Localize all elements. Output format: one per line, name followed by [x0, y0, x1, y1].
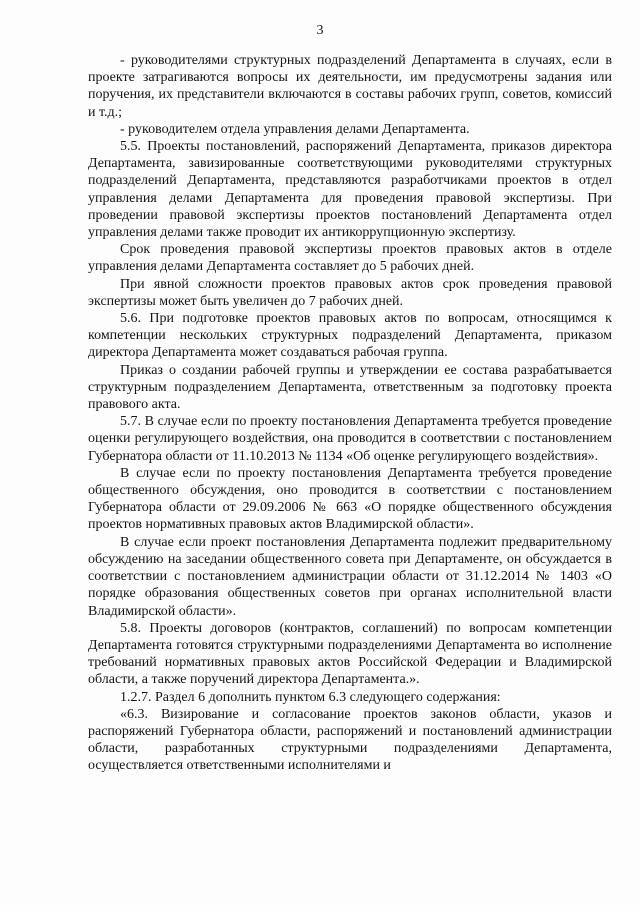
paragraph-public-discussion: В случае если по проекту постановления Департамента требуется проведение общественного обсуждения, оно проводится в соответствии с постановлением Губернатора области от 29.09.2006 № 663 «О порядке общественного обсуждения проектов нормативных правовых актов Владимирской области».	[88, 465, 612, 533]
paragraph-5-6: 5.6. При подготовке проектов правовых актов по вопросам, относящимся к компетенции нескольких структурных подразделений Департамента, приказом директора Департамента может создаваться рабочая группа.	[88, 311, 612, 361]
paragraph-1-2-7: 1.2.7. Раздел 6 дополнить пунктом 6.3 следующего содержания:	[120, 689, 501, 705]
paragraph-6-3: «6.3. Визирование и согласование проектов законов области, указов и распоряжений Губернатора области, распоряжений и постановлений администрации области, разработанных структурными подразделениями Департамента, осуществляется ответственными исполнителями и	[88, 706, 612, 774]
paragraph-5-7: 5.7. В случае если по проекту постановления Департамента требуется проведение оценки регулирующего воздействия, она проводится в соответствии с постановлением Губернатора области от 11.10.2013 № 1134 «Об оценке регулирующего воздействия».	[88, 414, 612, 464]
document-body	[88, 52, 612, 775]
page-number: 3	[316, 23, 324, 38]
paragraph-5-8: 5.8. Проекты договоров (контрактов, соглашений) по вопросам компетенции Департамента готовятся структурными подразделениями Департамента во исполнение требований нормативных правовых актов Российской Федерации и Владимирской области, а также поручений директора Департамента.».	[88, 620, 612, 688]
paragraph-public-council: В случае если проект постановления Департамента подлежит предварительному обсуждению на заседании общественного совета при Департаменте, он обсуждается в соответствии с постановлением администрации области от 31.12.2014 № 1403 «О порядке образования общественных советов при органах исполнительной власти Владимирской области».	[88, 534, 612, 619]
paragraph-list-item-heads: - руководителями структурных подразделений Департамента в случаях, если в проекте затрагиваются вопросы их деятельности, им предусмотрены задания или поручения, их представители включаются в составы рабочих групп, советов, комиссий и т.д.;	[88, 53, 612, 120]
paragraph-5-5: 5.5. Проекты постановлений, распоряжений Департамента, приказов директора Департамента, завизированные соответствующими руководителями структурных подразделений Департамента, представляются разработчиками проектов в отдел управления делами Департамента для проведения правовой экспертизы. При проведении правовой экспертизы проектов постановлений Департамента отдел управления делами также проводит их антикоррупционную экспертизу.	[88, 139, 612, 241]
paragraph-working-group-order: Приказ о создании рабочей группы и утверждении ее состава разрабатывается структурным подразделением Департамента, ответственным за подготовку проекта правового акта.	[88, 362, 612, 413]
paragraph-review-period: Срок проведения правовой экспертизы проектов правовых актов в отделе управления делами Департамента составляет до 5 рабочих дней.	[88, 242, 612, 275]
paragraph-review-extension: При явной сложности проектов правовых актов срок проведения правовой экспертизы может быть увеличен до 7 рабочих дней.	[88, 276, 612, 309]
paragraph-list-item-office-head: - руководителем отдела управления делами Департамента.	[120, 121, 470, 137]
